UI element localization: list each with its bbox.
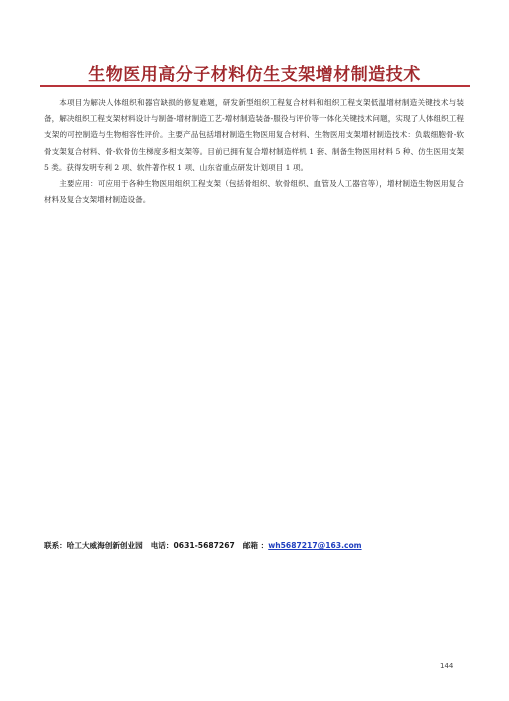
contact-phone: 电话：0631-5687267 xyxy=(150,541,235,550)
contact-unit: 联系：哈工大威海创新创业园 xyxy=(44,541,143,550)
contact-email-label: 邮箱 ： xyxy=(242,541,269,550)
body-paragraph-intro: 本项目为解决人体组织和器官缺损的修复难题，研发新型组织工程复合材料和组织工程支架低温增材制造关键技术与装备，解决组织工程支架材料设计与制备-增材制造工艺-增材制造装备-服役与评价等一体化关键技术问题，实现了人体组织工程支架的可控制造与生物相容性评价。主要产品包括增材制造生物医用复合材料、生物医用支架增材制造技术：负载细胞骨-软骨支架复合材料、骨-软骨仿生梯度多相支架等。目前已拥有复合增材制造样机 1 套、制备生物医用材料 5 种、仿生医用支架 5 类。获得发明专利 2 项、软件著作权 1 项、山东省重点研发计划项目 1 项。 xyxy=(44,98,464,172)
document-body xyxy=(44,95,464,208)
page-number: 144 xyxy=(440,662,454,670)
contact-line xyxy=(44,540,474,551)
body-paragraph-applications: 主要应用：可应用于各种生物医用组织工程支架（包括骨组织、软骨组织、血管及人工器官等），增材制造生物医用复合材料及复合支架增材制造设备。 xyxy=(44,179,464,205)
contact-email-link[interactable]: wh5687217@163.com xyxy=(268,541,362,550)
document-title: 生物医用高分子材料仿生支架增材制造技术 xyxy=(88,65,421,85)
title-divider xyxy=(40,85,470,87)
